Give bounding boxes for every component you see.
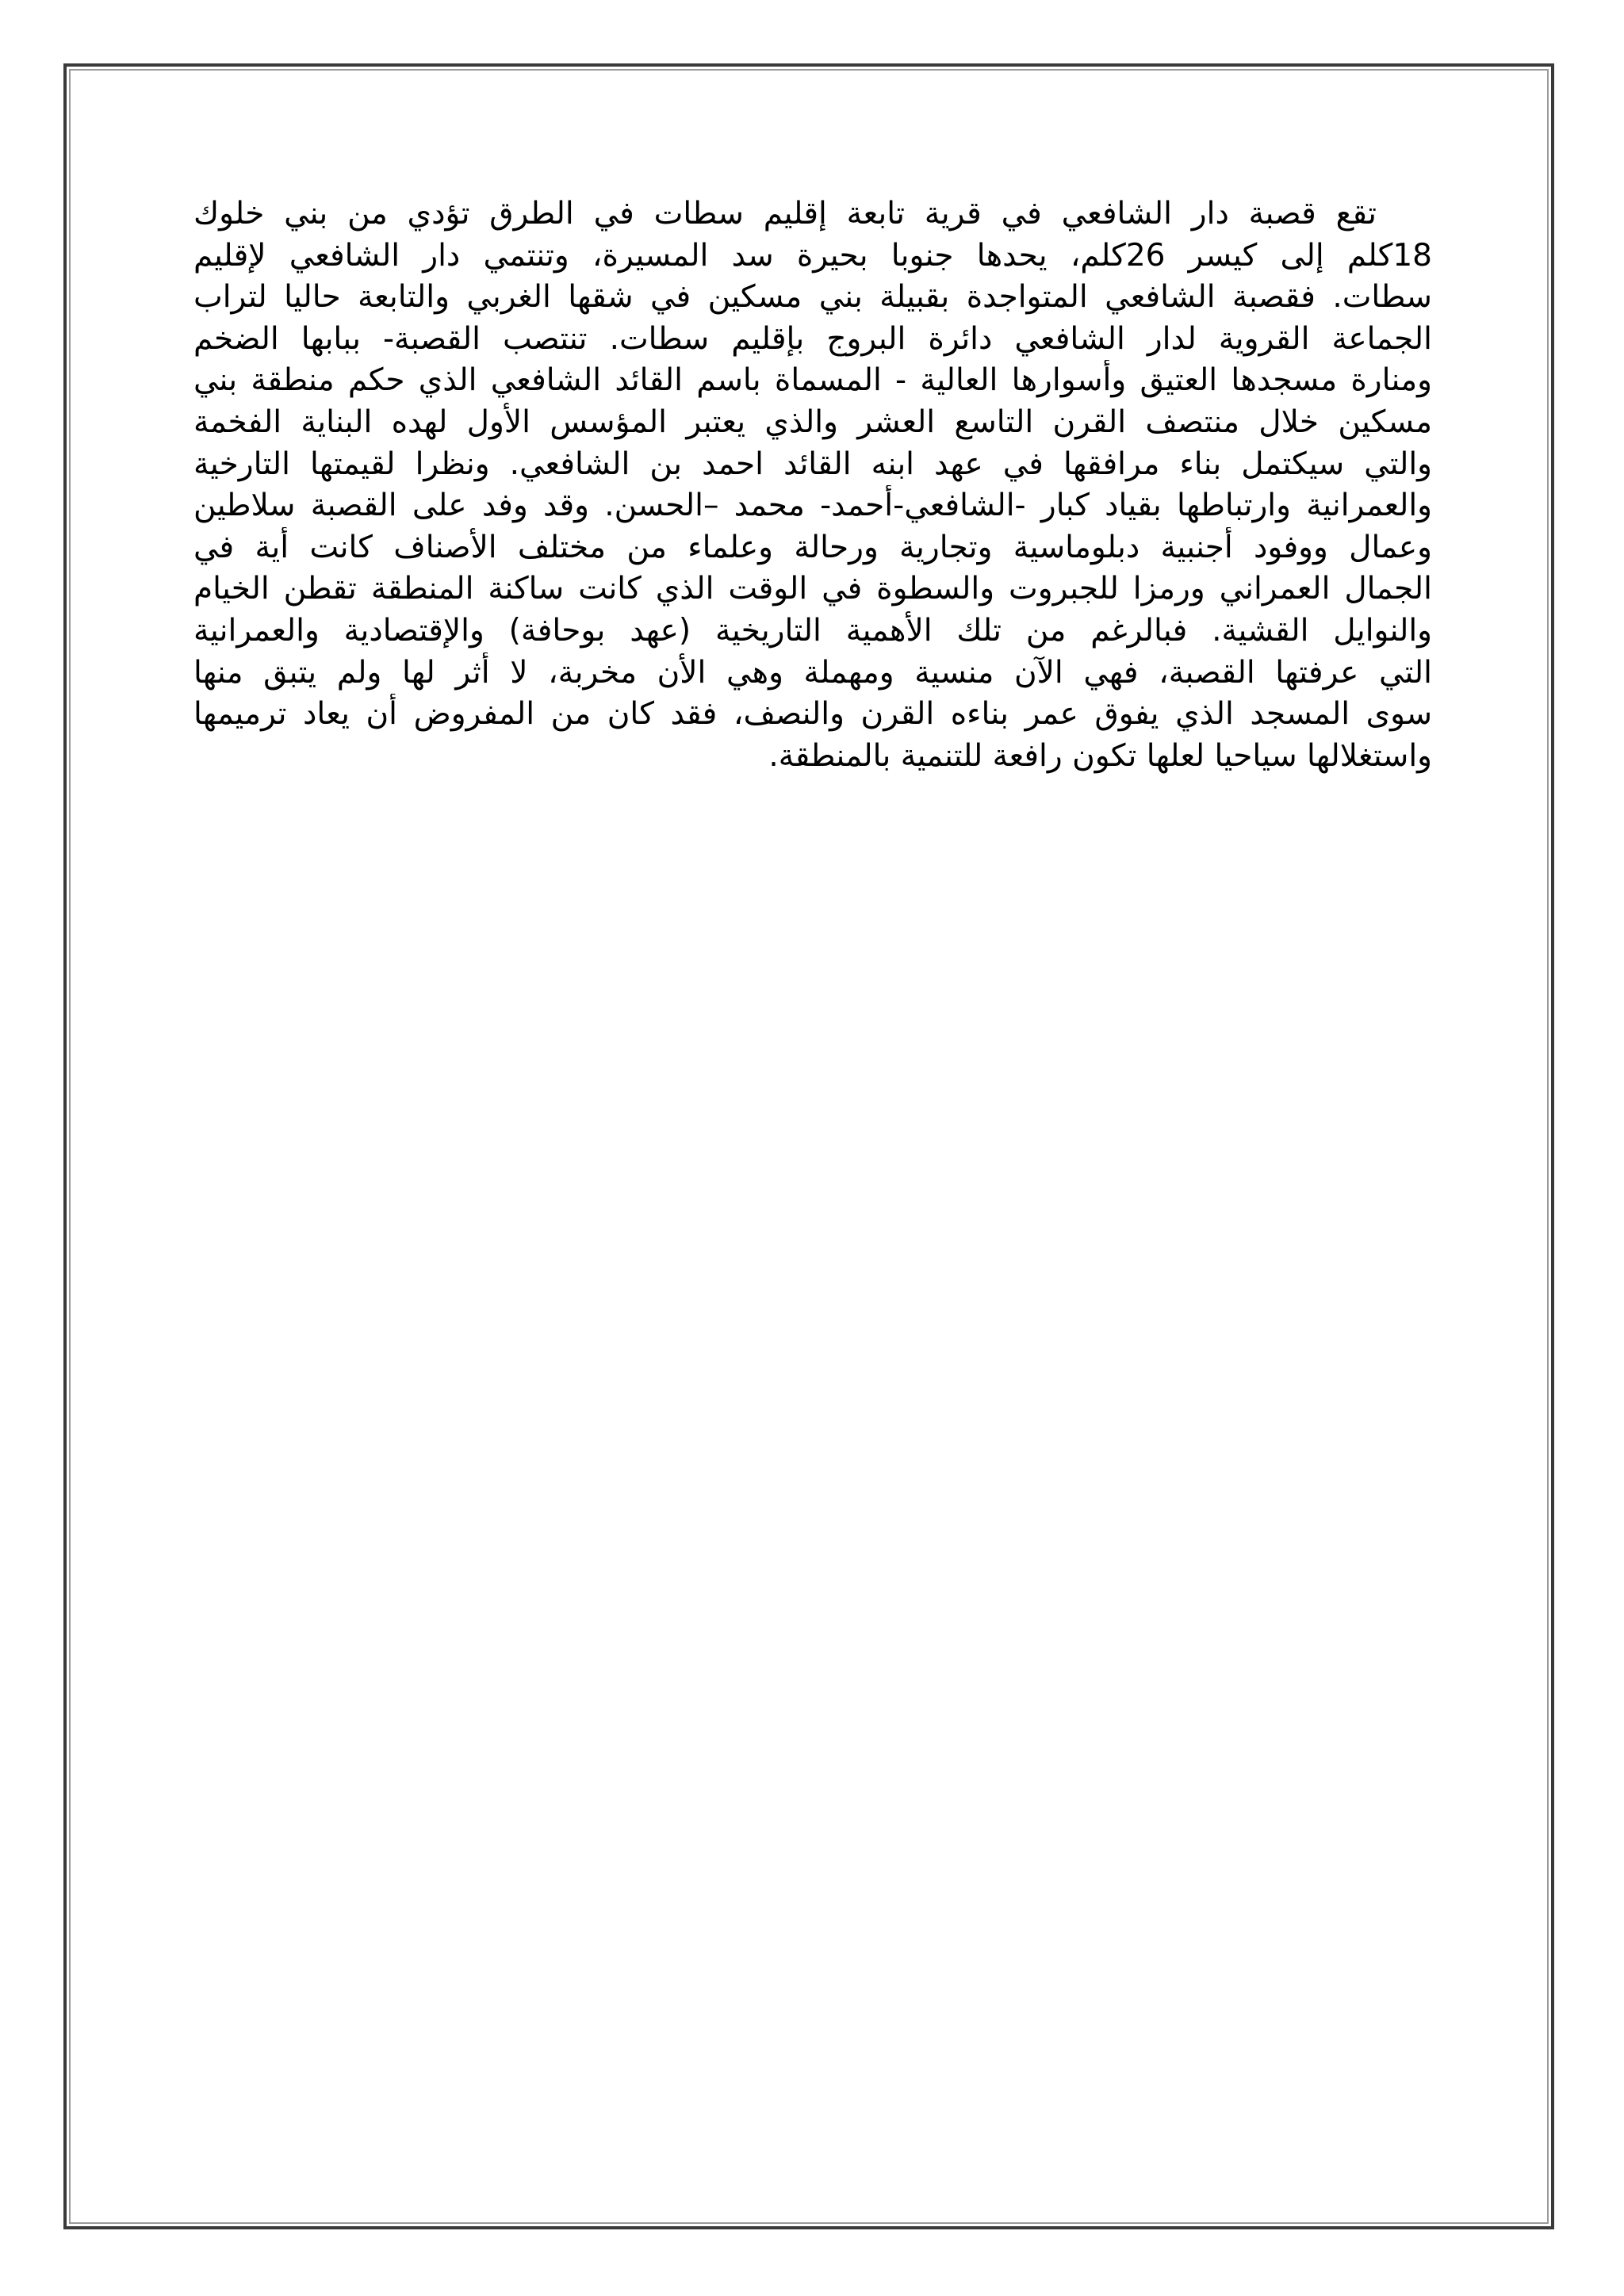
paragraph-line: التي عرفتها القصبة، فهي الآن منسية ومهملة وهي الأن مخربة، لا أثر لها ولم يتبق منها <box>193 654 1432 691</box>
paragraph-line: الجماعة القروية لدار الشافعي دائرة البروج بإقليم سطات. تنتصب القصبة- ببابها الضخم <box>193 320 1432 357</box>
paragraph-line: واستغلالها سياحيا لعلها تكون رافعة للتنمية بالمنطقة. <box>768 737 1432 774</box>
paragraph-line: سوى المسجد الذي يفوق عمر بناءه القرن والنصف، فقد كان من المفروض أن يعاد ترميمها <box>193 696 1432 733</box>
paragraph-line: والنوايل القشية. فبالرغم من تلك الأهمية التاريخية (عهد بوحافة) والإقتصادية والعمرانية <box>193 612 1432 649</box>
paragraph-line: ومنارة مسجدها العتيق وأسوارها العالية - المسماة باسم القائد الشافعي الذي حكم منطقة بني <box>193 362 1432 399</box>
paragraph-line: 18كلم إلى كيسر 26كلم، يحدها جنوبا بحيرة سد المسيرة، وتنتمي دار الشافعي لإقليم <box>193 237 1432 274</box>
paragraph-line: وعمال ووفود أجنبية دبلوماسية وتجارية ورحالة وعلماء من مختلف الأصناف كانت أية في <box>193 529 1432 565</box>
paragraph-line: والتي سيكتمل بناء مرافقها في عهد ابنه القائد احمد بن الشافعي. ونظرا لقيمتها التارخية <box>193 446 1432 482</box>
paragraph-line: مسكين خلال منتصف القرن التاسع العشر والذي يعتبر المؤسس الأول لهده البناية الفخمة <box>193 404 1432 440</box>
paragraph-line: والعمرانية وارتباطها بقياد كبار -الشافعي-أحمد- محمد –الحسن. وقد وفد على القصبة سلاطين <box>193 488 1432 524</box>
paragraph-line: سطات. فقصبة الشافعي المتواجدة بقبيلة بني مسكين في شقها الغربي والتابعة حاليا لتراب <box>193 279 1432 316</box>
paragraph-line: تقع قصبة دار الشافعي في قرية تابعة إقليم سطات في الطرق تؤدي من بني خلوك <box>193 196 1377 232</box>
document-paragraph <box>193 193 1432 777</box>
paragraph-line: الجمال العمراني ورمزا للجبروت والسطوة في الوقت الذي كانت ساكنة المنطقة تقطن الخيام <box>193 571 1432 607</box>
